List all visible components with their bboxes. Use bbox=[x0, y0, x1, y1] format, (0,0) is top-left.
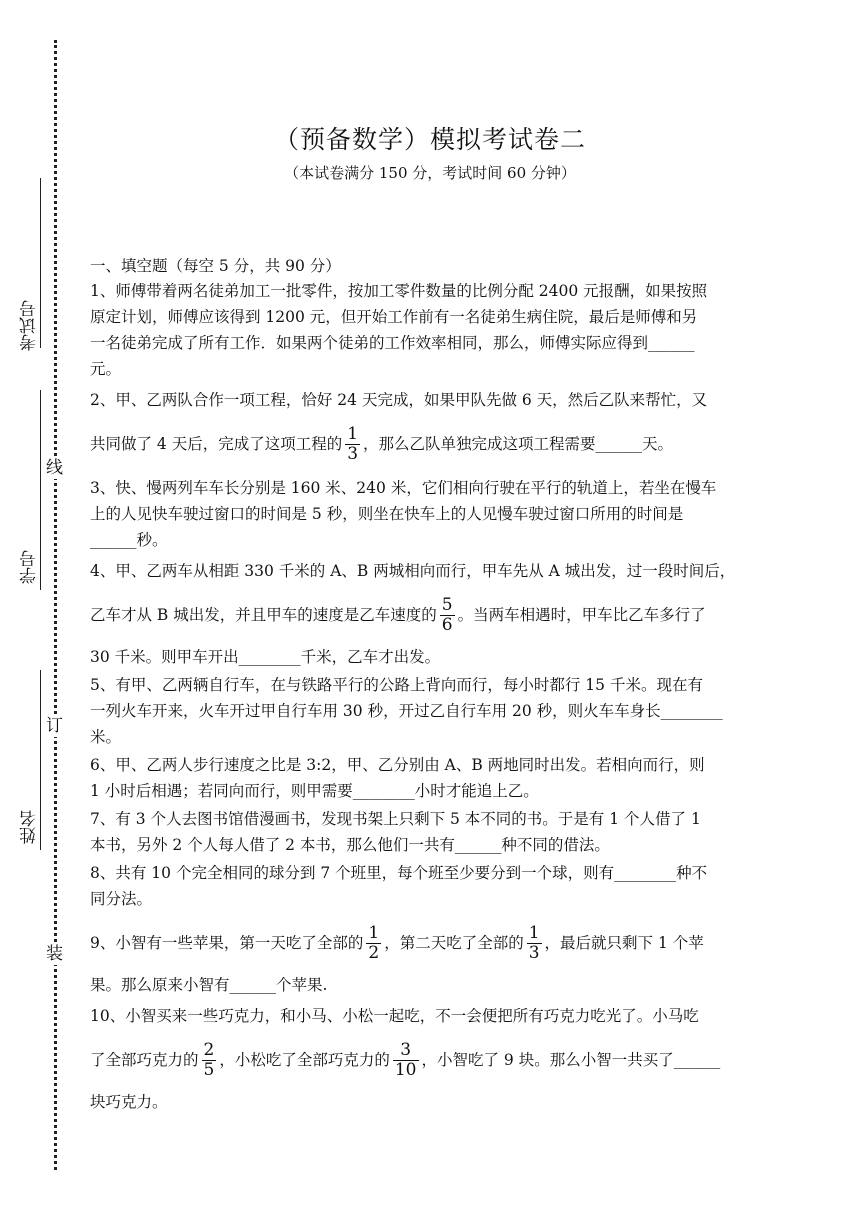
question-2: 2、甲、乙两队合作一项工程，恰好 24 天完成，如果甲队先做 6 天，然后乙队来帮忙，又 共同做了 4 天后，完成了这项工程的 $\frac{1}{3}$ ，那么乙队单独完成这项工程需要______天。 bbox=[90, 390, 708, 464]
margin-mark-stitch: 装 bbox=[46, 944, 63, 964]
exam-number-blank bbox=[40, 178, 41, 348]
name-blank bbox=[40, 670, 41, 850]
student-number-blank bbox=[40, 390, 41, 590]
margin-mark-line: 线 bbox=[46, 458, 63, 478]
question-10: 10、小智买来一些巧克力，和小马、小松一起吃，不一会便把所有巧克力吃光了。小马吃 了全部巧克力的 $\frac{2}{5}$ ，小松吃了全部巧克力的 $\frac{3}{10}$ ，小智吃了 9 块。那么小智一共买了______ 块巧克力。 bbox=[90, 1006, 721, 1111]
fraction-two-fifths: $\frac{2}{5}$ bbox=[203, 1039, 215, 1080]
question-8: 8、共有 10 个完全相同的球分到 7 个班里，每个班至少要分到一个球，则有________种不 同分法。 bbox=[90, 864, 708, 908]
margin-mark-bind: 订 bbox=[46, 716, 63, 736]
question-list bbox=[90, 252, 770, 1117]
name-label: 姓名 bbox=[20, 810, 40, 844]
student-number-label: 学号 bbox=[20, 550, 40, 584]
question-9: 9、小智有一些苹果，第一天吃了全部的 $\frac{1}{2}$ ，第二天吃了全部的 $\frac{1}{3}$ ，最后就只剩下 1 个苹 果。那么原来小智有______个苹果. bbox=[90, 922, 704, 994]
fraction-one-third-b: $\frac{1}{3}$ bbox=[528, 922, 540, 963]
binding-dotted-line bbox=[54, 40, 57, 1170]
fraction-three-tenths: $\frac{3}{10}$ bbox=[394, 1039, 417, 1080]
question-3: 3、快、慢两列车车长分别是 160 米、240 米，它们相向行驶在平行的轨道上，若坐在慢车 上的人见快车驶过窗口的时间是 5 秒，则坐在快车上的人见慢车驶过窗口所用的时间是 ______秒。 bbox=[90, 479, 717, 549]
question-6: 6、甲、乙两人步行速度之比是 3:2，甲、乙分别由 A、B 两地同时出发。若相向而行，则 1 小时后相遇；若同向而行，则甲需要________小时才能追上乙。 bbox=[90, 756, 705, 800]
fraction-one-third: $\frac{1}{3}$ bbox=[347, 423, 359, 464]
question-5: 5、有甲、乙两辆自行车，在与铁路平行的公路上背向而行，每小时都行 15 千米。现在有 一列火车开来，火车开过甲自行车用 30 秒，开过乙自行车用 20 秒，则火车车身长________ 米。 bbox=[90, 676, 723, 746]
page-title: （预备数学）模拟考试卷二 bbox=[273, 125, 586, 154]
question-1: 1、师傅带着两名徒弟加工一批零件，按加工零件数量的比例分配 2400 元报酬，如果按照 原定计划，师傅应该得到 1200 元，但开始工作前有一名徒弟生病住院，最后是师傅和另 一名徒弟完成了所有工作．如果两个徒弟的工作效率相同，那么，师傅实际应得到______ 元。 bbox=[90, 282, 708, 378]
fraction-one-half: $\frac{1}{2}$ bbox=[368, 922, 380, 963]
question-7: 7、有 3 个人去图书馆借漫画书，发现书架上只剩下 5 本不同的书。于是有 1 个人借了 1 本书，另外 2 个人每人借了 2 本书，那么他们一共有______种不同的借法。 bbox=[90, 810, 701, 854]
fraction-five-sixths: $\frac{5}{6}$ bbox=[441, 594, 453, 635]
page-subtitle: （本试卷满分 150 分，考试时间 60 分钟） bbox=[284, 164, 576, 182]
question-4: 4、甲、乙两车从相距 330 千米的 A、B 两城相向而行，甲车先从 A 城出发，过一段时间后， 乙车才从 B 城出发，并且甲车的速度是乙车速度的 $\frac{5}{6}$ 。当两车相遇时，甲车比乙车多行了 30 千米。则甲车开出________千米，乙车才出发。 bbox=[90, 561, 736, 666]
exam-number-label: 考试号 bbox=[20, 300, 40, 351]
section-heading: 一、填空题（每空 5 分，共 90 分） bbox=[90, 257, 341, 275]
